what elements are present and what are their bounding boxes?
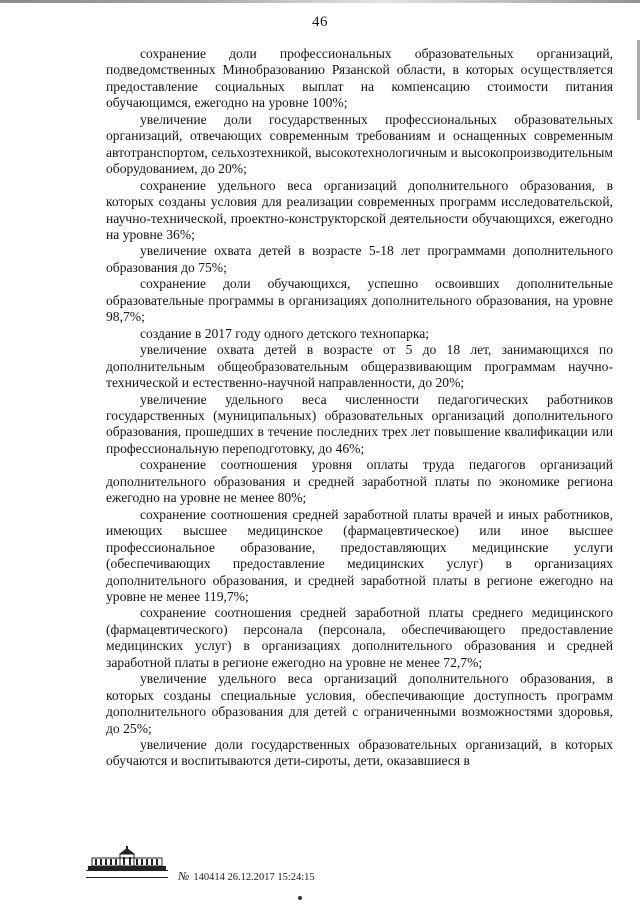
document-registration-stamp (178, 869, 315, 884)
paragraph-7: увеличение охвата детей в возрасте от 5 до 18 лет, занимающихся по дополнительным общеобразовательным общеразвивающим программам научно-технической и естественно-научной направленности, до 20%; (106, 342, 613, 391)
paragraph-6: создание в 2017 году одного детского технопарка; (140, 325, 430, 341)
building-icon (86, 846, 168, 872)
registration-id: 140414 26.12.2017 15:24:15 (193, 872, 315, 883)
page-number: 46 (312, 14, 328, 30)
paragraph-8: увеличение удельного веса численности педагогических работников государственных (муниципальных) образовательных организаций дополнительного образования, прошедших в течение последних трех лет повышение квалификации или профессиональную переподготовку, до 46%; (106, 391, 613, 456)
paragraph-3: сохранение удельного веса организаций дополнительного образования, в которых созданы условия для реализации современных программ исследовательской, научно-технической, проектно-конструкторской деятельности обучающихся, ежегодно на уровне 36%; (106, 177, 613, 242)
number-sign: № (178, 869, 190, 883)
government-building-logo (86, 846, 168, 876)
scan-edge-top (0, 0, 640, 3)
logo-caption-band (86, 870, 168, 878)
scan-dot (298, 896, 302, 900)
document-body (106, 46, 613, 770)
paragraph-1: сохранение доли профессиональных образовательных организаций, подведомственных Минобразованию Рязанской области, в которых осуществляется предоставление социальных выплат на компенсацию стоимости питания обучающимся, ежегодно на уровне 100%; (106, 46, 613, 111)
paragraph-2: увеличение доли государственных профессиональных образовательных организаций, отвечающих современным требованиям и оснащенных современным автотранспортом, сельхозтехникой, высокотехнологичным и высокопроизводительным оборудованием, до 20%; (106, 111, 613, 177)
paragraph-12: увеличение удельного веса организаций дополнительного образования, в которых созданы специальные условия, обеспечивающие доступность программ дополнительного образования для детей с ограниченными возможностями здоровья, до 25%; (106, 671, 613, 736)
paragraph-10: сохранение соотношения средней заработной платы врачей и иных работников, имеющих высшее медицинское (фармацевтическое) или иное высшее профессиональное образование, предоставляющих медицинские услуги (обеспечивающих предоставление медицинских услуг) в организациях дополнительного образования, и средней заработной платы в регионе ежегодно на уровне не менее 119,7%; (106, 506, 613, 604)
paragraph-4: увеличение охвата детей в возрасте 5-18 лет программами дополнительного образования до 75%; (106, 243, 613, 275)
paragraph-11: сохранение соотношения средней заработной платы среднего медицинского (фармацевтического) персонала (персонала, обеспечивающего предоставление медицинских услуг) в организациях дополнительного образования и средней заработной платы в регионе ежегодно на уровне не менее 72,7%; (106, 605, 613, 670)
paragraph-13: увеличение доли государственных образовательных организаций, в которых обучаются и воспитываются дети-сироты, дети, оказавшиеся в (106, 737, 613, 769)
paragraph-9: сохранение соотношения уровня оплаты труда педагогов организаций дополнительного образования и средней заработной платы по экономике региона ежегодно на уровне не менее 80%; (106, 457, 613, 506)
paragraph-5: сохранение доли обучающихся, успешно освоивших дополнительные образовательные программы в организациях дополнительного образования, на уровне 98,7%; (106, 276, 613, 325)
